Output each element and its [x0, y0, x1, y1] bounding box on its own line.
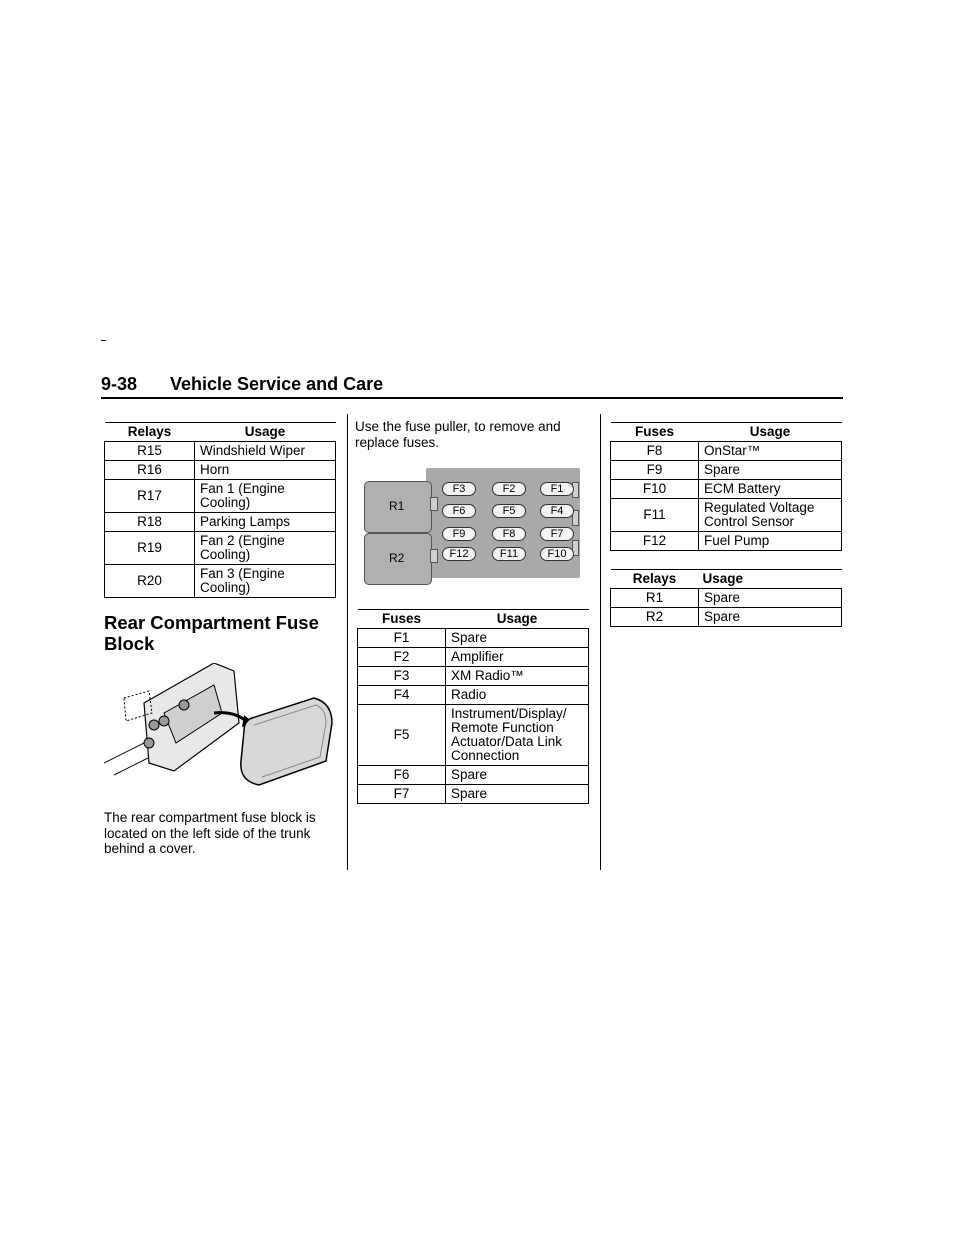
column-header: Relays [105, 423, 195, 442]
relays-table-2 [610, 569, 842, 627]
fuse-usage: Spare [446, 629, 589, 648]
fuse-usage: Spare [446, 785, 589, 804]
column-header: Usage [195, 423, 336, 442]
fuses-table-2 [610, 422, 842, 551]
table-row [358, 686, 589, 705]
table-row [105, 461, 336, 480]
fuse-f7: F7 [540, 527, 574, 541]
fuse-id: F1 [358, 629, 446, 648]
fuse-usage: ECM Battery [699, 480, 842, 499]
relay-id: R2 [611, 608, 699, 627]
fuse-f6: F6 [442, 504, 476, 518]
table-row [611, 499, 842, 532]
fuse-f3: F3 [442, 482, 476, 496]
column-header: Fuses [611, 423, 699, 442]
table-row [358, 766, 589, 785]
fuse-id: F7 [358, 785, 446, 804]
fuse-f1: F1 [540, 482, 574, 496]
table-row [611, 461, 842, 480]
fuse-usage: Radio [446, 686, 589, 705]
relay-usage: Horn [195, 461, 336, 480]
fuse-id: F3 [358, 667, 446, 686]
relay-id: R16 [105, 461, 195, 480]
fuse-id: F11 [611, 499, 699, 532]
relay-usage: Spare [699, 589, 842, 608]
fuse-f9: F9 [442, 527, 476, 541]
fuse-id: F10 [611, 480, 699, 499]
column-divider [347, 414, 348, 870]
fuse-usage: Fuel Pump [699, 532, 842, 551]
relay-usage: Fan 3 (Engine Cooling) [195, 565, 336, 598]
relay-r1 [364, 481, 432, 533]
relay-id: R19 [105, 532, 195, 565]
column-header: Usage [699, 423, 842, 442]
fuse-id: F5 [358, 705, 446, 766]
table-row [611, 480, 842, 499]
table-row [358, 785, 589, 804]
fuse-f8: F8 [492, 527, 526, 541]
fuse-f11: F11 [492, 547, 526, 561]
fuse-id: F4 [358, 686, 446, 705]
trunk-fuse-block-illustration [104, 663, 340, 787]
fuse-f4: F4 [540, 504, 574, 518]
relay-usage: Spare [699, 608, 842, 627]
relays-table [104, 422, 336, 598]
fuse-usage: OnStar™ [699, 442, 842, 461]
table-row [358, 705, 589, 766]
fuse-usage: XM Radio™ [446, 667, 589, 686]
trunk-illustration-drawing [104, 663, 340, 787]
fuse-usage: Spare [446, 766, 589, 785]
fuse-block-diagram [364, 468, 582, 580]
relay-label: R1 [389, 499, 405, 513]
table-row [358, 629, 589, 648]
fuse-id: F9 [611, 461, 699, 480]
fuse-id: F2 [358, 648, 446, 667]
relay-tab [430, 549, 438, 563]
fuse-usage: Spare [699, 461, 842, 480]
table-row [358, 648, 589, 667]
relay-tab [430, 497, 438, 511]
fuse-usage: Regulated Voltage Control Sensor [699, 499, 842, 532]
table-row [611, 532, 842, 551]
page-header [101, 374, 843, 394]
table-row [105, 565, 336, 598]
fuse-f12: F12 [442, 547, 476, 561]
section-heading: Rear Compartment Fuse Block [104, 612, 319, 654]
table-row [105, 513, 336, 532]
table-row [105, 442, 336, 461]
table-row [611, 442, 842, 461]
relay-id: R18 [105, 513, 195, 532]
relay-usage: Parking Lamps [195, 513, 336, 532]
fuses-table-1 [357, 609, 589, 804]
fuse-block-location-paragraph: The rear compartment fuse block is located on the left side of the trunk behind a cover. [104, 810, 316, 856]
column-header: Usage [446, 610, 589, 629]
relay-usage: Windshield Wiper [195, 442, 336, 461]
column-divider [600, 414, 601, 870]
fuse-puller-instruction: Use the fuse puller, to remove and replace fuses. [355, 419, 561, 450]
page-number: 9-38 [101, 374, 138, 394]
table-row [105, 480, 336, 513]
relay-label: R2 [389, 551, 405, 565]
relay-id: R1 [611, 589, 699, 608]
fuse-f10: F10 [540, 547, 574, 561]
relay-r2 [364, 533, 432, 585]
header-rule [101, 397, 843, 399]
relay-usage: Fan 2 (Engine Cooling) [195, 532, 336, 565]
relay-usage: Fan 1 (Engine Cooling) [195, 480, 336, 513]
table-row [358, 667, 589, 686]
fuse-id: F6 [358, 766, 446, 785]
relay-id: R15 [105, 442, 195, 461]
fuse-usage: Instrument/Display/ Remote Function Actuator/Data Link Connection [446, 705, 589, 766]
relay-id: R17 [105, 480, 195, 513]
table-row [105, 532, 336, 565]
fuse-f2: F2 [492, 482, 526, 496]
column-header: Fuses [358, 610, 446, 629]
section-title: Vehicle Service and Care [170, 374, 384, 394]
column-header: Usage [699, 570, 842, 589]
fuse-id: F8 [611, 442, 699, 461]
table-row [611, 608, 842, 627]
fuse-id: F12 [611, 532, 699, 551]
fuse-usage: Amplifier [446, 648, 589, 667]
relay-id: R20 [105, 565, 195, 598]
column-header: Relays [611, 570, 699, 589]
margin-dash [101, 340, 106, 341]
fuse-f5: F5 [492, 504, 526, 518]
table-row [611, 589, 842, 608]
